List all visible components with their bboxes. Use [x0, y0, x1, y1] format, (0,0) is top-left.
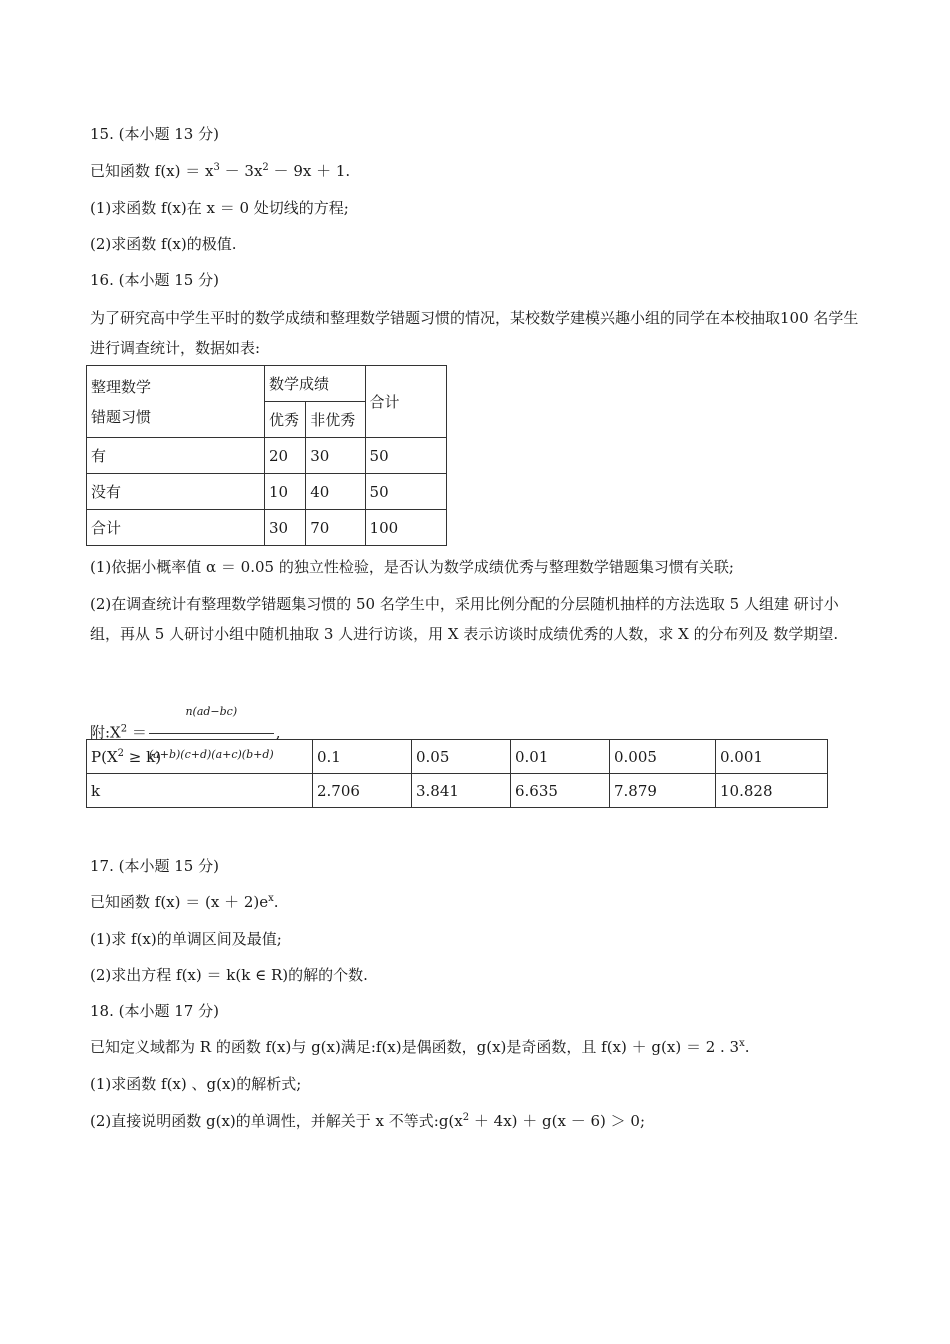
chi-square-formula: $\frac{n(ad-bc)}{(a+b)(c+d)(a+c)(b+d)}$ — [149, 692, 274, 775]
k-label: k — [87, 774, 313, 808]
row-header-cell: 整理数学 错题习惯 — [87, 366, 265, 438]
q16-intro: 为了研究高中学生平时的数学成绩和整理数学错题习惯的情况，某校数学建模兴趣小组的同学在本校抽取100 名学生进行调查统计，数据如表: — [90, 309, 859, 357]
row-label: 合计 — [87, 510, 265, 546]
q17-part2: (2)求出方程 f(x) ＝ k(k ∈ R)的解的个数. — [90, 966, 368, 984]
q18-part2: (2)直接说明函数 g(x)的单调性，并解关于 x 不等式$:g(x^2 + 4x) + g(x - 6) > 0$; — [90, 1112, 646, 1130]
p-value-cell: 0.005 — [610, 740, 716, 774]
q18-part1: (1)求函数 f(x) 、g(x)的解析式; — [90, 1075, 302, 1093]
cell-total: 50 — [365, 438, 446, 474]
cell-excellent: 10 — [264, 474, 305, 510]
cell-not-excellent: 40 — [306, 474, 365, 510]
k-value-cell: 10.828 — [716, 774, 828, 808]
group-header-cell: 数学成绩 — [264, 366, 365, 402]
table-row — [87, 474, 447, 510]
table-row — [87, 740, 828, 774]
p-value-cell: 0.001 — [716, 740, 828, 774]
k-value-cell: 6.635 — [511, 774, 610, 808]
cell-not-excellent: 30 — [306, 438, 365, 474]
cell-total: 50 — [365, 474, 446, 510]
table-row — [87, 510, 447, 546]
q18-header: 18. (本小题 17 分) — [90, 1002, 219, 1020]
p-value-cell: 0.1 — [313, 740, 412, 774]
cell-not-excellent: 70 — [306, 510, 365, 546]
table-row — [87, 438, 447, 474]
q15-stem: 已知函数 $f(x) = x^3 - 3x^2 - 9x + 1$. — [90, 162, 351, 180]
total-header-cell: 合计 — [365, 366, 446, 438]
q15-part2: (2)求函数 f(x)的极值. — [90, 235, 237, 253]
p-value-cell: 0.01 — [511, 740, 610, 774]
not-excellent-header-cell: 非优秀 — [306, 402, 365, 438]
excellent-header-cell: 优秀 — [264, 402, 305, 438]
p-value-cell: 0.05 — [412, 740, 511, 774]
q15-part1: (1)求函数 f(x)在 x ＝ 0 处切线的方程; — [90, 199, 349, 217]
critical-value-table — [86, 739, 828, 808]
survey-table — [86, 365, 447, 546]
row-label: 没有 — [87, 474, 265, 510]
q16-part2: (2)在调查统计有整理数学错题集习惯的 50 名学生中，采用比例分配的分层随机抽样的方法选取 5 人组建 研讨小组，再从 5 人研讨小组中随机抽取 3 人进行访谈，用 X 表示访谈时成绩优秀的人数，求 X 的分布列及 数学期望. — [90, 595, 839, 643]
q17-stem: 已知函数 $f(x) = (x + 2)e^x$. — [90, 893, 279, 911]
q16-part1: (1)依据小概率值 α ＝ 0.05 的独立性检验，是否认为数学成绩优秀与整理数学错题集习惯有关联; — [90, 558, 734, 576]
table-row — [87, 774, 828, 808]
p-label: $P(X^2 \ge k)$ — [87, 740, 313, 774]
q17-part1: (1)求 f(x)的单调区间及最值; — [90, 930, 282, 948]
q17-header: 17. (本小题 15 分) — [90, 857, 219, 875]
cell-excellent: 20 — [264, 438, 305, 474]
k-value-cell: 7.879 — [610, 774, 716, 808]
q16-header: 16. (本小题 15 分) — [90, 271, 219, 289]
q15-header: 15. (本小题 13 分) — [90, 125, 219, 143]
k-value-cell: 2.706 — [313, 774, 412, 808]
row-label: 有 — [87, 438, 265, 474]
cell-total: 100 — [365, 510, 446, 546]
q18-stem: 已知定义域都为 R 的函数 f(x)与 g(x)满足:f(x)是偶函数，g(x)是奇函数，且 f(x) ＋ g(x) ＝ 2 . 3$^x$. — [90, 1038, 750, 1056]
k-value-cell: 3.841 — [412, 774, 511, 808]
cell-excellent: 30 — [264, 510, 305, 546]
q16-appendix: 附$:X^2$ ＝ $\frac{n(ad-bc)}{(a+b)(c+d)(a+c)(b+d)}$ , — [90, 692, 280, 775]
